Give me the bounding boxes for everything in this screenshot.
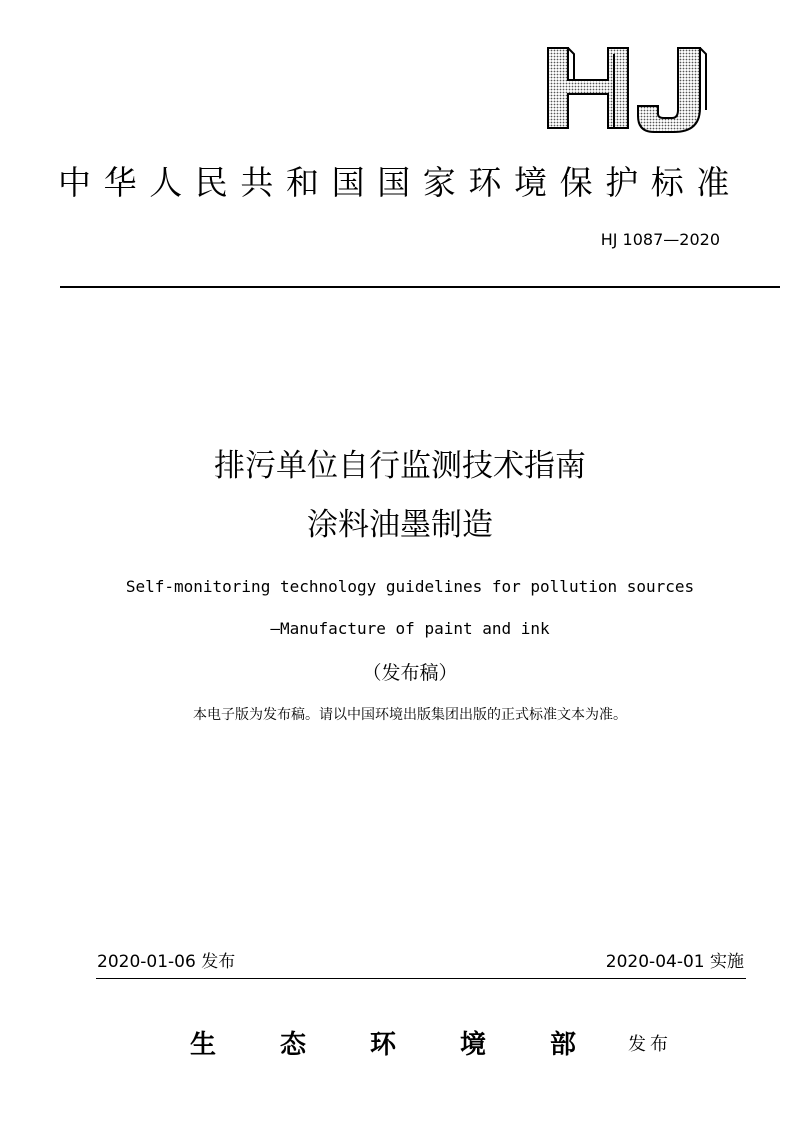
publisher-name: 生态环境部	[190, 1030, 641, 1060]
hj-logo	[538, 40, 718, 140]
standard-number: HJ 1087—2020	[600, 230, 720, 249]
header-divider	[60, 286, 780, 288]
draft-label: （发布稿）	[362, 662, 458, 684]
edition-notice: 本电子版为发布稿。请以中国环境出版集团出版的正式标准文本为准。	[193, 707, 627, 723]
standard-type-heading: 中华人民共和国国家环境保护标准	[58, 163, 742, 202]
document-subtitle: 涂料油墨制造	[307, 507, 493, 543]
document-title: 排污单位自行监测技术指南	[214, 448, 586, 484]
footer-divider	[96, 978, 746, 979]
implementation-date: 2020-04-01 实施	[605, 952, 744, 972]
english-title: Self-monitoring technology guidelines for pollution sources	[125, 577, 695, 596]
issue-date: 2020-01-06 发布	[97, 952, 236, 972]
english-subtitle: —Manufacture of paint and ink	[270, 619, 550, 638]
publish-suffix: 发布	[628, 1034, 672, 1055]
